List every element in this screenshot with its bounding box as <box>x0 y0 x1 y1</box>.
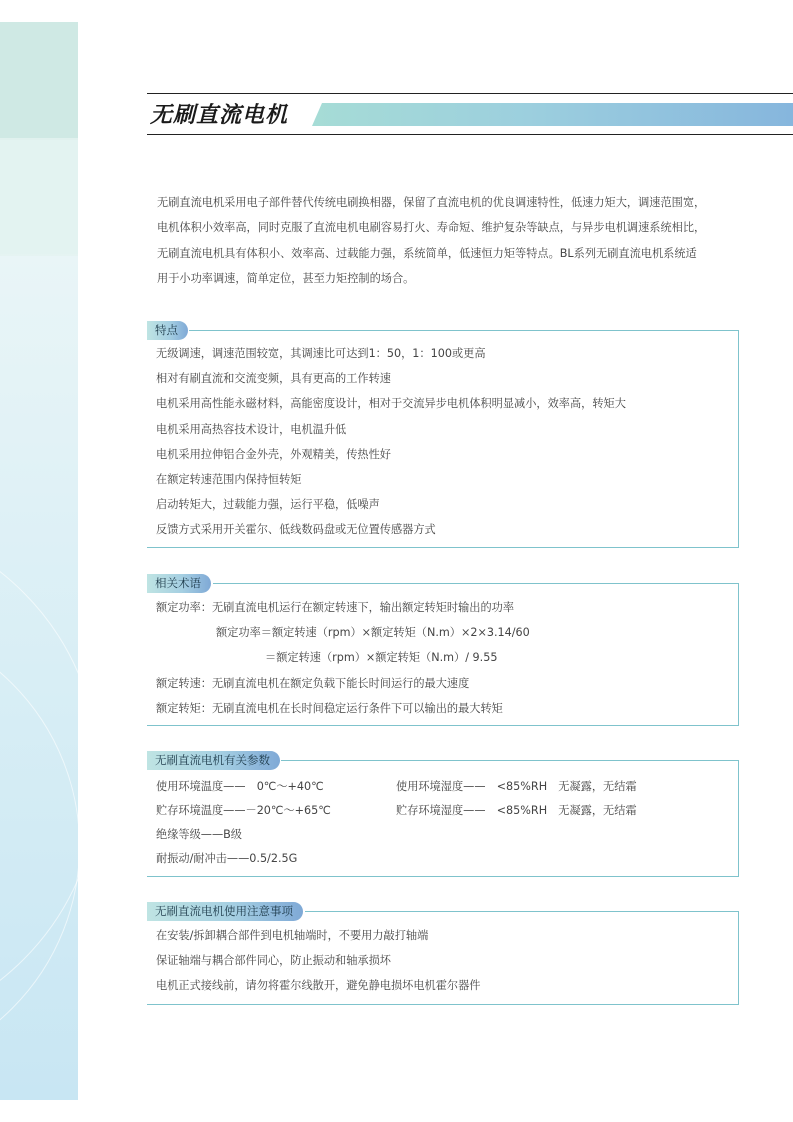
feature-item: 相对有刷直流和交流变频，具有更高的工作转速 <box>156 372 391 386</box>
param-value: 使用环境湿度—— <85%RH 无凝露，无结霜 <box>396 780 637 793</box>
term-formula: 额定功率＝额定转速（rpm）×额定转矩（N.m）×2×3.14/60 <box>216 626 530 640</box>
note-item: 在安装/拆卸耦合部件到电机轴端时，不要用力敲打轴端 <box>156 929 429 942</box>
note-item: 保证轴端与耦合部件同心，防止振动和轴承损坏 <box>156 954 391 968</box>
feature-item: 反馈方式采用开关霍尔、低线数码盘或无位置传感器方式 <box>156 523 436 537</box>
features-section <box>147 323 739 548</box>
feature-item: 电机采用高性能永磁材料，高能密度设计，相对于交流异步电机体积明显减小，效率高，转矩大 <box>156 397 626 411</box>
param-value: 使用环境温度—— 0℃～+40℃ <box>156 780 324 793</box>
section-heading-params: 无刷直流电机有关参数 <box>147 751 280 770</box>
feature-item: 电机采用高热容技术设计，电机温升低 <box>156 422 347 436</box>
intro-line: 无刷直流电机具有体积小、效率高、过载能力强，系统简单，低速恒力矩等特点。BL系列无刷直流电机系统适 <box>157 246 697 260</box>
param-row <box>156 823 738 847</box>
param-row <box>156 847 738 871</box>
term-definition: 额定转矩：无刷直流电机在长时间稳定运行条件下可以输出的最大转矩 <box>156 701 503 715</box>
strip-block-middle <box>0 140 78 254</box>
term-formula: ＝额定转速（rpm）×额定转矩（N.m）/ 9.55 <box>265 651 498 665</box>
param-value: 绝缘等级——B级 <box>156 828 242 841</box>
feature-item: 电机采用拉伸铝合金外壳，外观精美，传热性好 <box>156 447 391 461</box>
section-top-line <box>213 583 738 584</box>
intro-line: 无刷直流电机采用电子部件替代传统电刷换相器，保留了直流电机的优良调速特性，低速力矩大，调速范围宽， <box>157 196 706 209</box>
strip-block-top <box>0 22 78 138</box>
feature-item: 启动转矩大，过载能力强，运行平稳，低噪声 <box>156 498 380 512</box>
section-heading-notes: 无刷直流电机使用注意事项 <box>147 902 303 921</box>
intro-paragraph <box>157 190 747 291</box>
title-rule-top <box>147 93 793 94</box>
section-top-line <box>281 760 738 761</box>
param-value: 贮存环境湿度—— <85%RH 无凝露，无结霜 <box>396 804 637 817</box>
title-rule-bottom <box>147 134 793 135</box>
term-definition: 额定转速：无刷直流电机在额定负载下能长时间运行的最大速度 <box>156 676 470 690</box>
intro-line: 用于小功率调速，简单定位，甚至力矩控制的场合。 <box>157 271 415 285</box>
intro-line: 电机体积小效率高，同时克服了直流电机电刷容易打火、寿命短、维护复杂等缺点，与异步电机调速系统相比， <box>157 221 706 235</box>
term-definition: 额定功率：无刷直流电机运行在额定转速下，输出额定转矩时输出的功率 <box>156 601 515 614</box>
param-row <box>156 775 738 799</box>
strip-block-bottom <box>0 256 78 1100</box>
title-gradient-band <box>312 103 793 126</box>
page-title: 无刷直流电机 <box>150 103 289 128</box>
section-heading-terms: 相关术语 <box>147 574 211 593</box>
section-top-line <box>305 911 738 912</box>
param-row <box>156 799 738 823</box>
param-value: 耐振动/耐冲击——0.5/2.5G <box>156 852 298 865</box>
params-section <box>147 753 739 877</box>
left-decorative-strip <box>0 22 78 1100</box>
note-item: 电机正式接线前，请勿将霍尔线散开，避免静电损坏电机霍尔器件 <box>156 979 481 993</box>
notes-section <box>147 904 739 1005</box>
param-value: 贮存环境温度——－20℃～+65℃ <box>156 804 331 817</box>
section-top-line <box>189 330 738 331</box>
terms-section <box>147 576 739 726</box>
feature-item: 无级调速，调速范围较宽，其调速比可达到1：50，1：100或更高 <box>156 347 486 360</box>
feature-item: 在额定转速范围内保持恒转矩 <box>156 472 302 486</box>
section-heading-features: 特点 <box>147 321 188 340</box>
